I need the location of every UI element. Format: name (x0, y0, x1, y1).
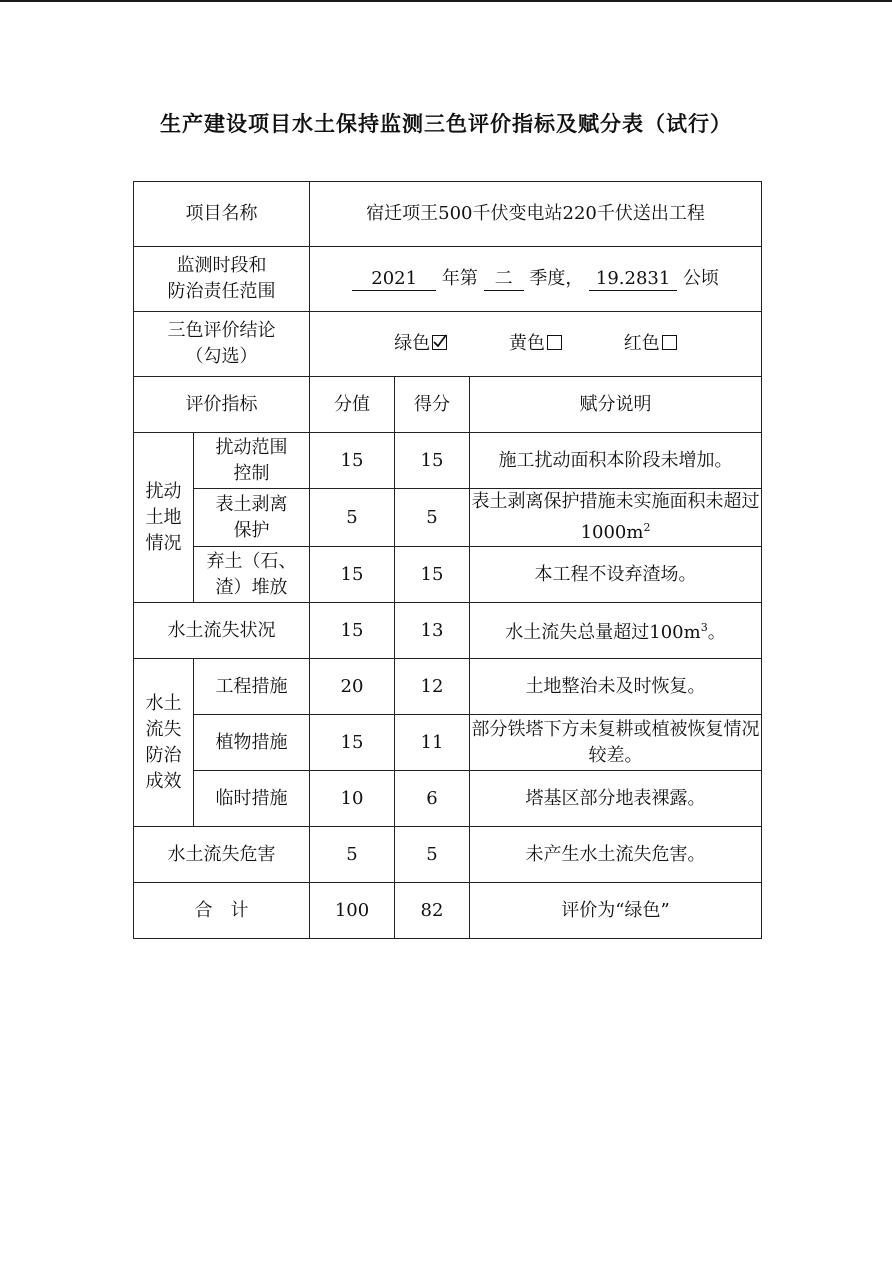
group-line: 流失 (145, 718, 182, 740)
header-indicator: 评价指标 (134, 377, 310, 433)
obtained-cell: 15 (395, 433, 470, 489)
obtained-cell: 11 (395, 715, 470, 771)
period-value (310, 247, 762, 312)
explanation-text: 表土剥离保护措施未实施面积未超过1000m (471, 491, 760, 543)
explanation-cell: 未产生水土流失危害。 (470, 827, 762, 883)
score-cell: 5 (310, 489, 395, 547)
explanation-cell: 施工扰动面积本阶段未增加。 (470, 433, 762, 489)
top-rule (0, 0, 892, 2)
conclusion-row (134, 312, 762, 377)
explanation-cell: 土地整治未及时恢复。 (470, 659, 762, 715)
group-line: 防治 (145, 744, 182, 766)
conclusion-label-line2: （勾选） (185, 346, 258, 367)
option-green-label: 绿色 (394, 333, 431, 354)
indicator-name (194, 489, 310, 547)
header-explanation: 赋分说明 (470, 377, 762, 433)
table-row (134, 771, 762, 827)
checkbox-empty-icon[interactable] (547, 335, 562, 350)
indicator-name: 工程措施 (194, 659, 310, 715)
total-label: 合 计 (134, 883, 310, 939)
group-prevention (134, 659, 194, 827)
period-quarter: 二 (484, 268, 524, 291)
header-row (134, 377, 762, 433)
total-explanation: 评价为“绿色” (470, 883, 762, 939)
indicator-line: 控制 (233, 462, 270, 484)
table-row (134, 603, 762, 659)
score-cell: 10 (310, 771, 395, 827)
checkbox-checked-icon[interactable] (432, 335, 447, 350)
page-title: 生产建设项目水土保持监测三色评价指标及赋分表（试行） (160, 111, 732, 136)
obtained-cell: 5 (395, 827, 470, 883)
period-label (134, 247, 310, 312)
header-score: 分值 (310, 377, 395, 433)
table-row (134, 433, 762, 489)
period-row (134, 247, 762, 312)
indicator-name (194, 433, 310, 489)
option-green[interactable] (394, 331, 447, 357)
indicator-line: 扰动范围 (215, 436, 288, 458)
conclusion-label-line1: 三色评价结论 (167, 320, 276, 341)
period-area: 19.2831 (589, 268, 677, 291)
indicator-name: 植物措施 (194, 715, 310, 771)
score-cell: 15 (310, 715, 395, 771)
indicator-name: 临时措施 (194, 771, 310, 827)
period-unit: 公顷 (682, 268, 719, 289)
score-cell: 15 (310, 603, 395, 659)
header-obtained: 得分 (395, 377, 470, 433)
conclusion-options (310, 312, 762, 377)
indicator-line: 保护 (233, 519, 270, 541)
option-red[interactable] (624, 331, 677, 357)
total-score: 100 (310, 883, 395, 939)
obtained-cell: 12 (395, 659, 470, 715)
obtained-cell: 15 (395, 547, 470, 603)
project-row (134, 182, 762, 247)
total-obtained: 82 (395, 883, 470, 939)
superscript: 3 (700, 621, 708, 634)
option-red-label: 红色 (623, 333, 660, 354)
group-line: 水土 (145, 692, 182, 714)
period-label-line2: 防治责任范围 (167, 281, 276, 302)
indicator-name: 水土流失危害 (134, 827, 310, 883)
explanation-tail: 。 (707, 622, 726, 643)
obtained-cell: 5 (395, 489, 470, 547)
option-yellow-label: 黄色 (509, 333, 545, 354)
explanation-cell: 部分铁塔下方未复耕或植被恢复情况较差。 (470, 715, 762, 771)
period-quarter-text: 季度， (529, 268, 584, 289)
group-disturbance (134, 433, 194, 603)
table-row (134, 659, 762, 715)
period-year: 2021 (352, 268, 436, 291)
group-line: 土地 (145, 506, 182, 528)
score-cell: 15 (310, 433, 395, 489)
group-line: 成效 (145, 770, 182, 792)
table-row (134, 547, 762, 603)
superscript: 2 (643, 521, 651, 534)
obtained-cell: 13 (395, 603, 470, 659)
table-row (134, 489, 762, 547)
period-label-line1: 监测时段和 (176, 255, 267, 276)
indicator-name: 水土流失状况 (134, 603, 310, 659)
explanation-cell: 本工程不设弃渣场。 (470, 547, 762, 603)
table-row (134, 827, 762, 883)
score-cell: 15 (310, 547, 395, 603)
score-cell: 20 (310, 659, 395, 715)
checkbox-empty-icon[interactable] (662, 335, 677, 350)
explanation-text: 水土流失总量超过100m (505, 622, 701, 643)
indicator-line: 渣）堆放 (215, 576, 288, 598)
indicator-name (194, 547, 310, 603)
project-value: 宿迁项王500千伏变电站220千伏送出工程 (310, 182, 762, 247)
explanation-cell: 塔基区部分地表裸露。 (470, 771, 762, 827)
indicator-line: 弃土（石、 (206, 550, 297, 572)
score-cell: 5 (310, 827, 395, 883)
explanation-cell (470, 489, 762, 547)
conclusion-label (134, 312, 310, 377)
obtained-cell: 6 (395, 771, 470, 827)
total-row (134, 883, 762, 939)
indicator-line: 表土剥离 (215, 493, 288, 515)
group-line: 扰动 (145, 480, 182, 502)
group-line: 情况 (145, 532, 182, 554)
option-yellow[interactable] (509, 331, 562, 357)
table-row (134, 715, 762, 771)
evaluation-table (133, 181, 762, 939)
period-year-text: 年第 (441, 268, 478, 289)
explanation-cell (470, 603, 762, 659)
project-label: 项目名称 (134, 182, 310, 247)
